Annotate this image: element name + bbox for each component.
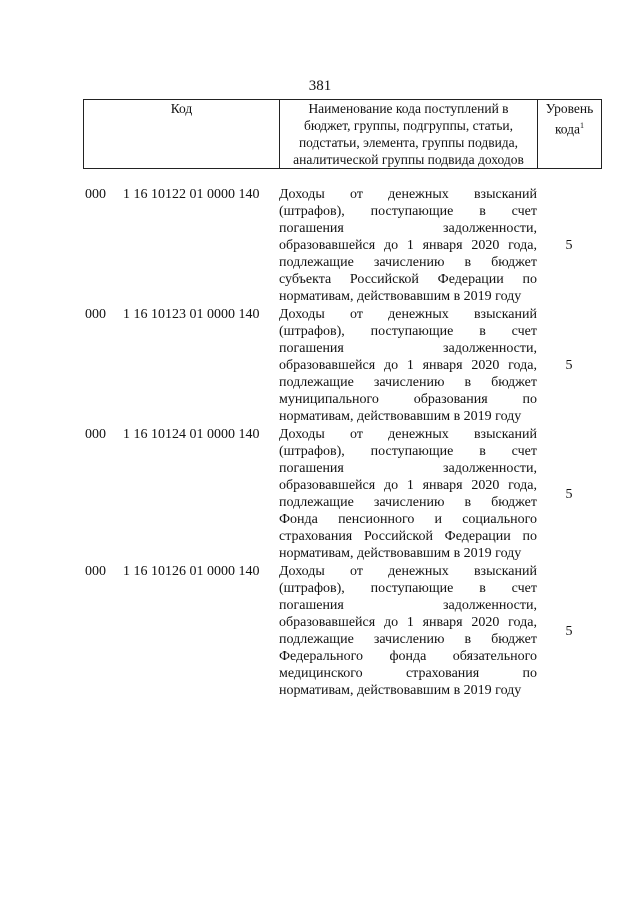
row-name-line: подлежащие зачислению в бюджет [279, 375, 537, 390]
row-name-line: погашения задолженности, [279, 598, 537, 613]
header-level-line1: Уровень [545, 101, 594, 116]
row-name-cell [279, 563, 537, 699]
row-name-line: образовавшейся до 1 января 2020 года, [279, 358, 537, 373]
row-name-line: (штрафов), поступающие в счет [279, 324, 537, 339]
row-admin-code: 000 [85, 187, 106, 202]
header-level-word: кода [554, 121, 581, 137]
row-code-cell [83, 306, 279, 425]
row-code-cell [83, 186, 279, 305]
row-code-cell [83, 426, 279, 562]
row-admin-code: 000 [85, 564, 106, 579]
row-name-line: Доходы от денежных взысканий [279, 307, 537, 322]
row-name-line: образовавшейся до 1 января 2020 года, [279, 478, 537, 493]
row-name-cell [279, 306, 537, 425]
row-name-line: нормативам, действовавшим в 2019 году [279, 546, 522, 561]
row-name-line: Федерального фонда обязательного [279, 649, 537, 664]
table-row [83, 186, 601, 305]
row-admin-code: 000 [85, 427, 106, 442]
row-name-line: Доходы от денежных взысканий [279, 187, 537, 202]
header-name-line: Наименование кода поступлений в [308, 101, 509, 116]
row-level-cell [537, 563, 601, 699]
row-name-line: Доходы от денежных взысканий [279, 564, 537, 579]
row-name-line: подлежащие зачислению в бюджет [279, 255, 537, 270]
row-name-line: погашения задолженности, [279, 341, 537, 356]
row-name-line: подлежащие зачислению в бюджет [279, 495, 537, 510]
row-name-line: муниципального образования по [279, 392, 537, 407]
row-name-line: Фонда пенсионного и социального [279, 512, 537, 527]
row-name-cell [279, 426, 537, 562]
header-level-line2 [540, 117, 599, 138]
header-level-footnote: 1 [580, 121, 585, 130]
row-level-cell [537, 306, 601, 425]
row-name-line: страхования Российской Федерации по [279, 529, 537, 544]
row-name-line: нормативам, действовавшим в 2019 году [279, 289, 522, 304]
row-code-cell [83, 563, 279, 699]
table-row [83, 563, 601, 699]
table-body [83, 186, 601, 700]
row-classification-code: 1 16 10126 01 0000 140 [123, 564, 260, 579]
row-name-line: медицинского страхования по [279, 666, 537, 681]
table-header [83, 99, 602, 169]
table-row [83, 426, 601, 562]
row-name-line: погашения задолженности, [279, 461, 537, 476]
row-name-line: (штрафов), поступающие в счет [279, 444, 537, 459]
header-name-line: бюджет, группы, подгруппы, статьи, [304, 118, 513, 133]
row-name-line: нормативам, действовавшим в 2019 году [279, 409, 522, 424]
page-number: 381 [308, 78, 332, 94]
header-code: Код [84, 100, 280, 169]
row-name-line: (штрафов), поступающие в счет [279, 204, 537, 219]
row-level-cell [537, 426, 601, 562]
row-name-line: погашения задолженности, [279, 221, 537, 236]
row-admin-code: 000 [85, 307, 106, 322]
row-classification-code: 1 16 10124 01 0000 140 [123, 427, 260, 442]
row-name-line: субъекта Российской Федерации по [279, 272, 537, 287]
row-name-line: образовавшейся до 1 января 2020 года, [279, 238, 537, 253]
row-name-line: образовавшейся до 1 января 2020 года, [279, 615, 537, 630]
row-level-value: 5 [565, 358, 573, 373]
header-name-line: подстатьи, элемента, группы подвида, [298, 135, 519, 150]
row-classification-code: 1 16 10123 01 0000 140 [123, 307, 260, 322]
row-classification-code: 1 16 10122 01 0000 140 [123, 187, 260, 202]
row-level-cell [537, 186, 601, 305]
row-name-line: Доходы от денежных взысканий [279, 427, 537, 442]
row-name-line: подлежащие зачислению в бюджет [279, 632, 537, 647]
row-level-value: 5 [565, 486, 573, 502]
row-name-line: нормативам, действовавшим в 2019 году [279, 683, 522, 698]
row-name-line: (штрафов), поступающие в счет [279, 581, 537, 596]
row-name-cell [279, 186, 537, 305]
row-level-value: 5 [565, 623, 573, 639]
header-name-line: аналитической группы подвида доходов [293, 152, 524, 167]
row-level-value: 5 [565, 238, 573, 253]
header-level [538, 100, 602, 169]
table-row [83, 306, 601, 425]
header-name [280, 100, 538, 169]
